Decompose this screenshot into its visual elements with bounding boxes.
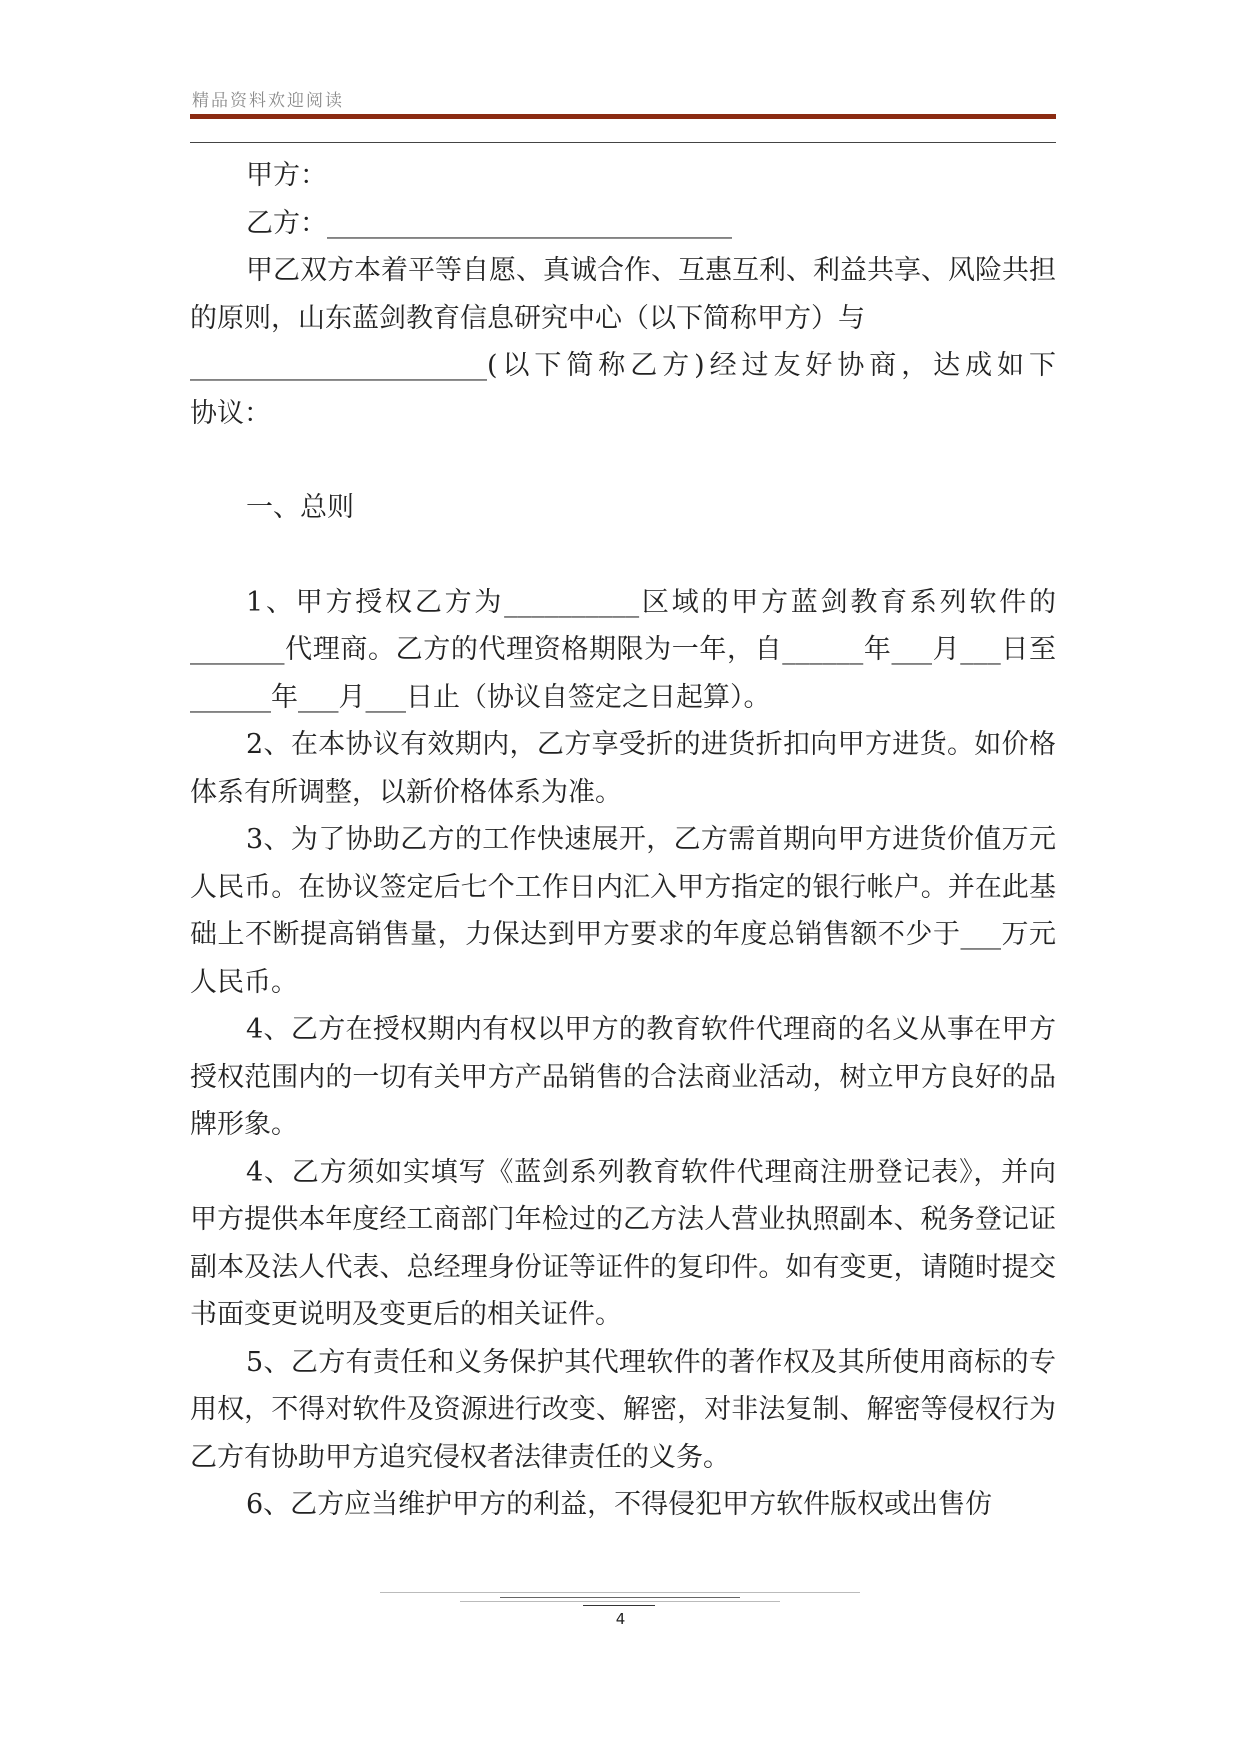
document-body <box>190 152 1056 1529</box>
section-heading: 一、总则 <box>246 492 354 523</box>
header-rule-thin <box>190 142 1056 143</box>
preamble-end: 协议： <box>190 397 271 429</box>
footer-rule <box>500 1597 740 1598</box>
header-rule-thick <box>190 114 1056 119</box>
clause-4a: 4、乙方在授权期内有权以甲方的教育软件代理商的名义从事在甲方授权范围内的一切有关甲方产品销售的合法商业活动，树立甲方良好的品牌形象。 <box>190 1014 1056 1140</box>
spacer <box>190 437 1056 484</box>
spacer <box>190 532 1056 579</box>
footer-rule <box>380 1592 860 1593</box>
preamble-paragraph: 甲乙双方本着平等自愿、真诚合作、互惠互利、利益共享、风险共担的原则，山东蓝剑教育信息研究中心（以下简称甲方）与 <box>190 255 1056 334</box>
header-title: 精品资料欢迎阅读 <box>192 91 344 111</box>
footer-rule <box>583 1605 655 1606</box>
party-b-line: 乙方：______________________________ <box>246 207 732 239</box>
preamble-continuation: ______________________(以下简称乙方)经过友好协商，达成如下 <box>190 350 1056 381</box>
party-a-line: 甲方： <box>246 160 327 191</box>
page-number: 4 <box>615 1610 626 1628</box>
clause-4b: 4、乙方须如实填写《蓝剑系列教育软件代理商注册登记表》，并向甲方提供本年度经工商部门年检过的乙方法人营业执照副本、税务登记证副本及法人代表、总经理身份证等证件的复印件。如有变更，请随时提交书面变更说明及变更后的相关证件。 <box>190 1156 1056 1330</box>
clause-3: 3、为了协助乙方的工作快速展开，乙方需首期向甲方进货价值万元人民币。在协议签定后七个工作日内汇入甲方指定的银行帐户。并在此基础上不断提高销售量，力保达到甲方要求的年度总销售额不少于___万元人民币。 <box>190 824 1056 998</box>
clause-2: 2、在本协议有效期内，乙方享受折的进货折扣向甲方进货。如价格体系有所调整，以新价格体系为准。 <box>190 729 1056 808</box>
clause-6: 6、乙方应当维护甲方的利益，不得侵犯甲方软件版权或出售仿 <box>246 1489 993 1520</box>
footer-rule <box>460 1601 780 1602</box>
clause-5: 5、乙方有责任和义务保护其代理软件的著作权及其所使用商标的专用权，不得对软件及资源进行改变、解密，对非法复制、解密等侵权行为乙方有协助甲方追究侵权者法律责任的义务。 <box>190 1346 1056 1473</box>
clause-1: 1、甲方授权乙方为__________区域的甲方蓝剑教育系列软件的_______代理商。乙方的代理资格期限为一年，自______年___月___日至______年___月___日止（协议自签定之日起算）。 <box>190 586 1056 713</box>
